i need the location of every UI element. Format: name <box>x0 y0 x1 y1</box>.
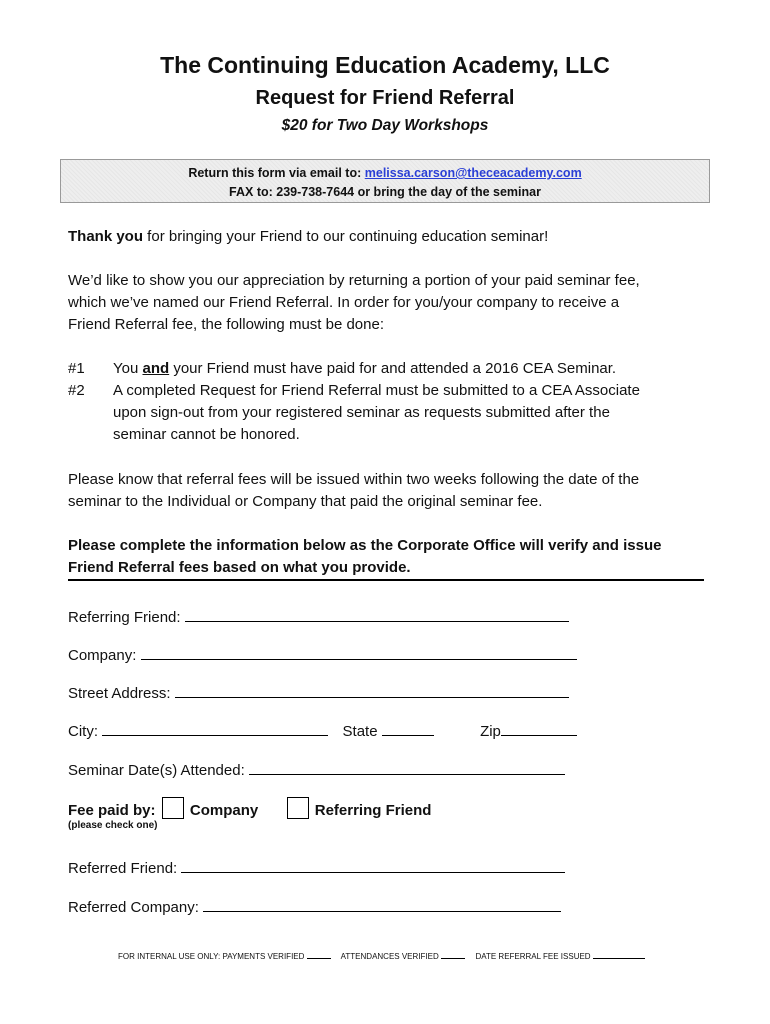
payments-verified-label: FOR INTERNAL USE ONLY: PAYMENTS VERIFIED <box>118 952 305 961</box>
appreciation-line-3: Friend Referral fee, the following must be done: <box>68 316 385 333</box>
fee-paid-row <box>68 797 431 821</box>
zip-label: Zip <box>480 723 501 740</box>
email-prefix: Return this form via email to: <box>188 166 362 180</box>
req1-emphasis: and <box>142 360 170 377</box>
check-one-hint: (please check one) <box>68 820 158 831</box>
internal-use-footer <box>118 950 645 961</box>
thank-you-text: for bringing your Friend to our continuing education seminar! <box>143 228 549 245</box>
instruction-line-2: Friend Referral fees based on what you provide. <box>68 559 411 576</box>
requirement-2-text <box>113 380 713 446</box>
seminar-dates-label: Seminar Date(s) Attended: <box>68 762 245 779</box>
thank-you-bold: Thank you <box>68 228 144 245</box>
city-state-zip-row <box>68 720 577 742</box>
company-option-label: Company <box>189 802 259 819</box>
instruction-line-1: Please complete the information below as the Corporate Office will verify and issue <box>68 537 662 554</box>
referring-friend-checkbox[interactable] <box>287 797 309 819</box>
requirement-2-number: #2 <box>68 382 85 399</box>
appreciation-line-1: We’d like to show you our appreciation by returning a portion of your paid seminar fee, <box>68 272 640 289</box>
req1-pre: You <box>113 360 143 377</box>
notice-paragraph <box>68 469 708 513</box>
requirement-1-text <box>113 358 713 380</box>
req1-post: your Friend must have paid for and attended a 2016 CEA Seminar. <box>169 360 617 377</box>
referring-friend-row <box>68 606 569 628</box>
req2-line-3: seminar cannot be honored. <box>113 426 300 443</box>
section-divider <box>68 579 704 581</box>
instruction-paragraph <box>68 535 708 579</box>
street-address-row <box>68 682 569 704</box>
company-input[interactable] <box>141 644 577 660</box>
req2-line-1: A completed Request for Friend Referral must be submitted to a CEA Associate <box>113 382 640 399</box>
referred-friend-label: Referred Friend: <box>68 860 178 877</box>
seminar-dates-input[interactable] <box>249 759 565 775</box>
seminar-dates-row <box>68 759 565 781</box>
attendances-verified-input[interactable] <box>441 950 465 959</box>
referred-company-label: Referred Company: <box>68 899 199 916</box>
zip-input[interactable] <box>501 720 577 736</box>
company-label: Company: <box>68 647 137 664</box>
contact-box <box>60 159 710 203</box>
attendances-verified-label: ATTENDANCES VERIFIED <box>340 952 439 961</box>
appreciation-line-2: which we’ve named our Friend Referral. In order for you/your company to receive a <box>68 294 620 311</box>
referring-friend-option-label: Referring Friend <box>314 802 432 819</box>
referring-friend-label: Referring Friend: <box>68 609 181 626</box>
company-checkbox[interactable] <box>162 797 184 819</box>
requirement-1-number: #1 <box>68 360 85 377</box>
referred-friend-input[interactable] <box>181 857 565 873</box>
notice-line-2: seminar to the Individual or Company that paid the original seminar fee. <box>68 493 543 510</box>
form-title: Request for Friend Referral <box>255 87 515 109</box>
fee-paid-label: Fee paid by: <box>68 802 156 819</box>
referred-company-input[interactable] <box>203 896 561 912</box>
thank-you-paragraph <box>68 226 708 248</box>
payments-verified-input[interactable] <box>307 950 331 959</box>
organization-title: The Continuing Education Academy, LLC <box>160 52 610 78</box>
city-label: City: <box>68 723 98 740</box>
date-issued-label: DATE REFERRAL FEE ISSUED <box>475 952 591 961</box>
email-link[interactable]: melissa.carson@theceacademy.com <box>364 166 582 180</box>
state-label: State <box>342 723 378 740</box>
referred-friend-row <box>68 857 565 879</box>
fax-line: FAX to: 239-738-7644 or bring the day of the seminar <box>229 185 541 199</box>
state-input[interactable] <box>382 720 434 736</box>
referring-friend-input[interactable] <box>185 606 569 622</box>
date-issued-input[interactable] <box>593 950 645 959</box>
form-subtitle: $20 for Two Day Workshops <box>281 117 489 134</box>
appreciation-paragraph <box>68 270 708 336</box>
email-line <box>61 166 709 180</box>
street-address-input[interactable] <box>175 682 569 698</box>
req2-line-2: upon sign-out from your registered seminar as requests submitted after the <box>113 404 610 421</box>
city-input[interactable] <box>102 720 328 736</box>
notice-line-1: Please know that referral fees will be issued within two weeks following the date of the <box>68 471 640 488</box>
referred-company-row <box>68 896 561 918</box>
street-address-label: Street Address: <box>68 685 171 702</box>
company-row <box>68 644 577 666</box>
